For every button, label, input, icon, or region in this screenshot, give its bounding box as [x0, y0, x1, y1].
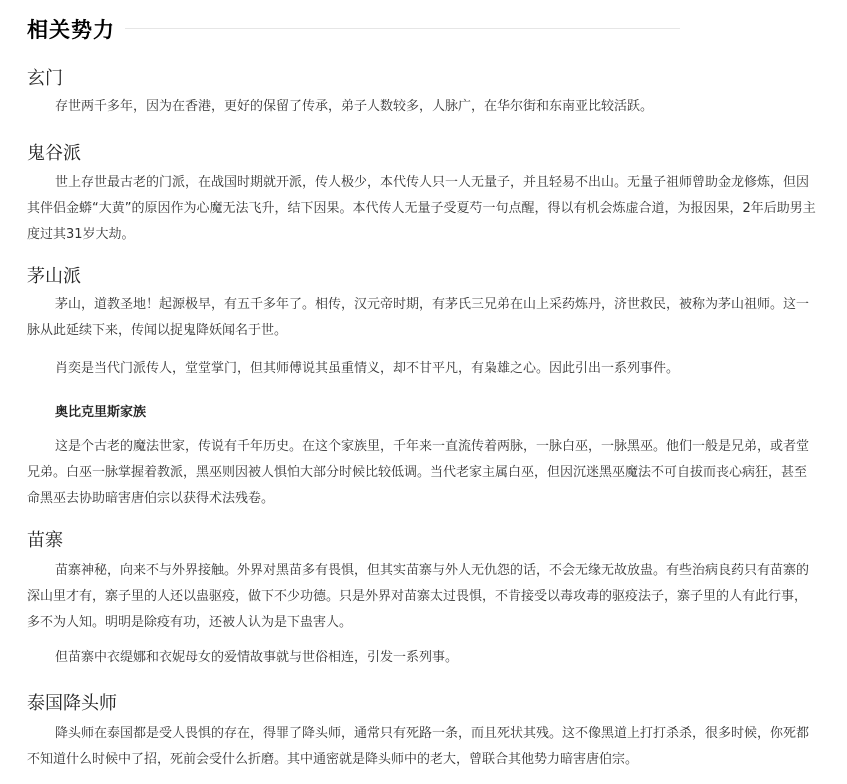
page-title: 相关势力: [27, 18, 115, 42]
section-paragraph: 降头师在泰国都是受人畏惧的存在，得罪了降头师，通常只有死路一条，而且死状其残。这不像黑道上打打杀杀，很多时候，你死都不知道什么时候中了招，死前会受什么折磨。其中通密就是降头师中的老大，曾联合其他势力暗害唐伯宗。: [27, 726, 810, 767]
section-paragraph: 肖奕是当代门派传人，堂堂掌门，但其师傅说其虽重情义，却不甘平凡，有枭雄之心。因此引出一系列事件。: [55, 361, 680, 376]
section-heading-thai-sorcerers: 泰国降头师: [27, 693, 117, 714]
section-paragraph: 苗寨神秘，向来不与外界接触。外界对黑苗多有畏惧，但其实苗寨与外人无仇怨的话，不会无缘无故放蛊。有些治病良药只有苗寨的深山里才有，寨子里的人还以蛊驱疫，做下不少功德。只是外界对苗寨太过畏惧，不肯接受以毒攻毒的驱疫法子，寨子里的人有此行事，多不为人知。明明是除疫有功，还被人认为是下蛊害人。: [27, 563, 810, 630]
section-heading-xuanmen: 玄门: [27, 68, 63, 89]
section-heading-guigupai: 鬼谷派: [27, 143, 81, 164]
section-paragraph: 茅山，道教圣地！起源极早，有五千多年了。相传，汉元帝时期，有茅氏三兄弟在山上采药炼丹，济世救民，被称为茅山祖师。这一脉从此延续下来，传闻以捉鬼降妖闻名于世。: [27, 297, 810, 338]
section-paragraph: 这是个古老的魔法世家，传说有千年历史。在这个家族里，千年来一直流传着两脉，一脉白巫，一脉黑巫。他们一般是兄弟，或者堂兄弟。白巫一脉掌握着教派，黑巫则因被人惧怕大部分时候比较低调。当代老家主属白巫，但因沉迷黑巫魔法不可自拔而丧心病狂，甚至命黑巫去协助暗害唐伯宗以获得术法残卷。: [27, 439, 810, 506]
section-paragraph: 但苗寨中衣缇娜和衣妮母女的爱情故事就与世俗相连，引发一系列事。: [55, 650, 459, 665]
section-heading-miaozhai: 苗寨: [27, 530, 63, 551]
section-heading-maoshanpai: 茅山派: [27, 266, 81, 287]
section-paragraph: 存世两千多年，因为在香港，更好的保留了传承，弟子人数较多，人脉广，在华尔街和东南亚比较活跃。: [55, 99, 654, 114]
subheading-obikeris-family: 奥比克里斯家族: [55, 405, 147, 420]
section-paragraph: 世上存世最古老的门派，在战国时期就开派，传人极少，本代传人只一人无量子，并且轻易不出山。无量子祖师曾助金龙修炼，但因其伴侣金蟒“大黄”的原因作为心魔无法飞升，结下因果。本代传人无量子受夏芍一句点醒，得以有机会炼虚合道，为报因果，2年后助男主度过其31岁大劫。: [27, 175, 816, 242]
title-divider: [125, 28, 680, 29]
